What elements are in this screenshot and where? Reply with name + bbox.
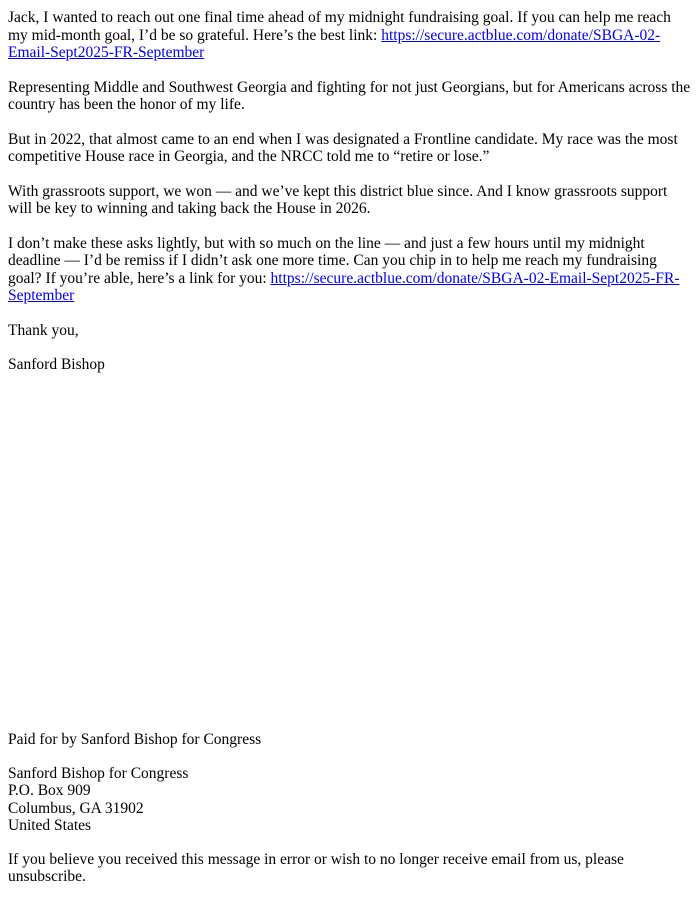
address-country: United States — [8, 817, 92, 834]
mailing-address — [8, 765, 692, 835]
paragraph-representing: Representing Middle and Southwest Georgia and fighting for not just Georgians, but for Americans across the country has been the honor of my life. — [8, 78, 691, 113]
paragraph-grassroots: With grassroots support, we won — and we’ve kept this district blue since. And I know grassroots support will be key to winning and taking back the House in 2026. — [8, 182, 668, 217]
unsubscribe-notice: If you believe you received this message in error or wish to no longer receive email from us, please unsubscribe. — [8, 850, 624, 885]
signoff: Thank you, — [8, 321, 79, 339]
address-name: Sanford Bishop for Congress — [8, 764, 189, 782]
donate-link-2[interactable]: https://secure.actblue.com/donate/SBGA-02-Email-Sept2025-FR-September — [8, 269, 680, 304]
email-body — [8, 9, 692, 391]
signature: Sanford Bishop — [8, 356, 105, 373]
ask-text: I don’t make these asks lightly, but with so much on the line — and just a few hours until my midnight deadline — I’d be remiss if I didn’t ask one more time. Can you chip in to help me reach my fundraising goal? If you’re able, here’s a link for you: — [8, 234, 657, 287]
email-footer — [8, 731, 692, 902]
address-line2: Columbus, GA 31902 — [8, 799, 144, 817]
paragraph-intro — [8, 9, 692, 62]
address-line1: P.O. Box 909 — [8, 782, 91, 799]
donate-link-1[interactable]: https://secure.actblue.com/donate/SBGA-02-Email-Sept2025-FR-September — [8, 26, 661, 61]
intro-text: Jack, I wanted to reach out one final time ahead of my midnight fundraising goal. If you can help me reach my mid-month goal, I’d be so grateful. Here’s the best link: — [8, 9, 671, 44]
paragraph-frontline: But in 2022, that almost came to an end when I was designated a Frontline candidate. My race was the most competitive House race in Georgia, and the NRCC told me to “retire or lose.” — [8, 130, 678, 165]
paid-for-disclaimer: Paid for by Sanford Bishop for Congress — [8, 731, 262, 748]
paragraph-ask — [8, 235, 692, 305]
